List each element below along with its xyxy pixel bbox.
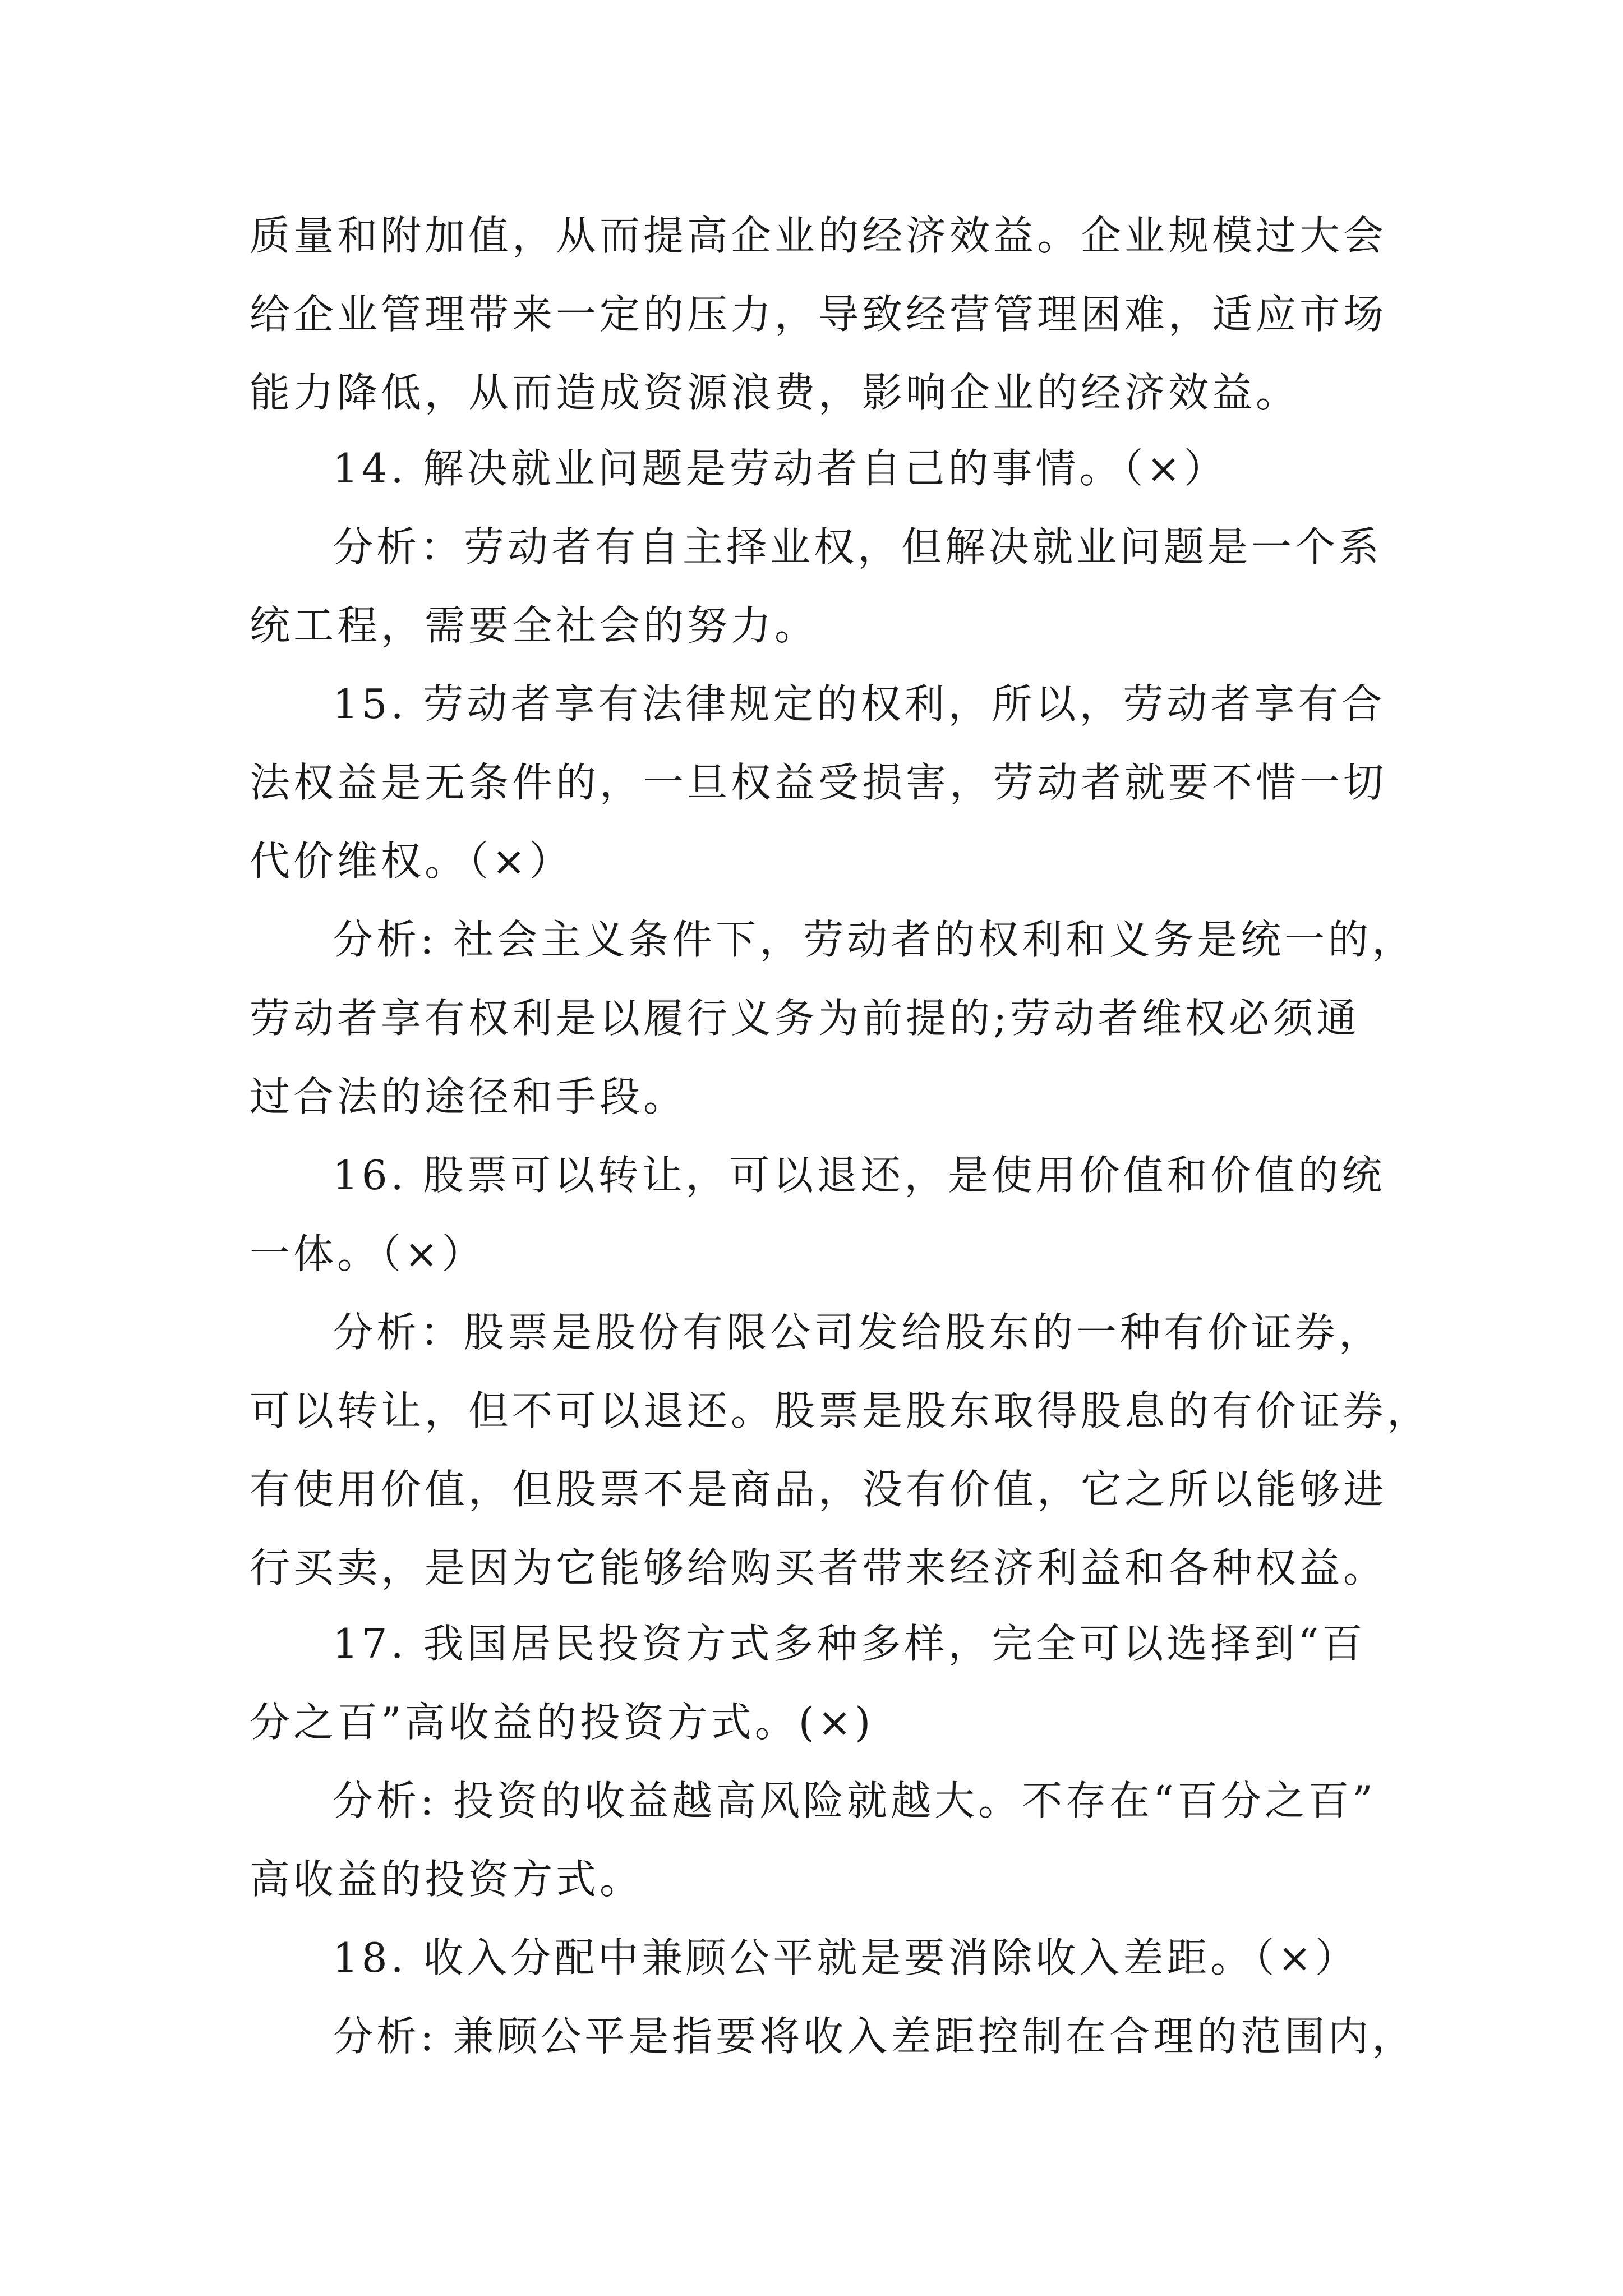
analysis-15: 分析: 社会主义条件下，劳动者的权利和义务是统一的， bbox=[333, 916, 1416, 963]
body-line: 高收益的投资方式。 bbox=[250, 1856, 644, 1903]
body-line: 劳动者享有权利是以履行义务为前提的;劳动者维权必须通 bbox=[250, 995, 1361, 1042]
body-line: 统工程，需要全社会的努力。 bbox=[250, 602, 819, 649]
body-line: 质量和附加值，从而提高企业的经济效益。企业规模过大会 bbox=[250, 212, 1387, 259]
body-line: 分之百”高收益的投资方式。(×) bbox=[250, 1699, 874, 1746]
body-line: 能力降低，从而造成资源浪费，影响企业的经济效益。 bbox=[250, 369, 1300, 416]
body-line: 给企业管理带来一定的压力，导致经营管理困难，适应市场 bbox=[250, 291, 1387, 338]
question-14: 14. 解决就业问题是劳动者自己的事情。（×） bbox=[333, 445, 1228, 492]
question-17: 17. 我国居民投资方式多种多样，完全可以选择到“百 bbox=[333, 1620, 1366, 1667]
body-line: 法权益是无条件的，一旦权益受损害，劳动者就要不惜一切 bbox=[250, 759, 1387, 806]
analysis-16: 分析：股票是股份有限公司发给股东的一种有价证券， bbox=[333, 1309, 1383, 1356]
body-line: 过合法的途径和手段。 bbox=[250, 1073, 688, 1120]
question-18: 18. 收入分配中兼顾公平就是要消除收入差距。（×） bbox=[333, 1934, 1359, 1981]
body-line: 有使用价值，但股票不是商品，没有价值，它之所以能够进 bbox=[250, 1466, 1387, 1513]
analysis-18: 分析: 兼顾公平是指要将收入差距控制在合理的范围内， bbox=[333, 2013, 1416, 2060]
body-line: 代价维权。（×） bbox=[250, 838, 573, 885]
question-15: 15. 劳动者享有法律规定的权利，所以，劳动者享有合 bbox=[333, 680, 1386, 728]
analysis-17: 分析: 投资的收益越高风险就越大。不存在“百分之百” bbox=[333, 1777, 1376, 1824]
body-line: 行买卖，是因为它能够给购买者带来经济利益和各种权益。 bbox=[250, 1544, 1387, 1591]
analysis-14: 分析：劳动者有自主择业权，但解决就业问题是一个系 bbox=[333, 523, 1383, 570]
body-line: 一体。（×） bbox=[250, 1230, 486, 1277]
body-line: 可以转让，但不可以退还。股票是股东取得股息的有价证券， bbox=[250, 1387, 1431, 1434]
question-16: 16. 股票可以转让，可以退还，是使用价值和价值的统 bbox=[333, 1152, 1386, 1199]
